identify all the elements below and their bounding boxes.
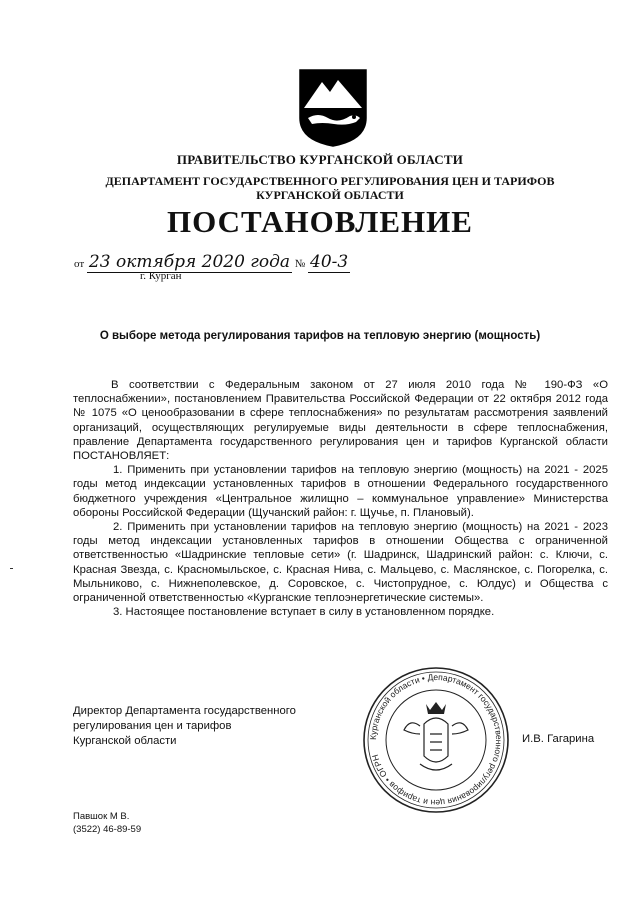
official-seal-icon xyxy=(360,664,512,816)
date-line xyxy=(74,252,350,272)
date-prefix: от xyxy=(74,258,85,270)
svg-text:Курганской области • Департаме xyxy=(368,672,504,808)
document-number: 40-3 xyxy=(310,252,349,272)
department-name xyxy=(60,174,600,202)
document-body xyxy=(73,378,608,619)
position-line-3: Курганской области xyxy=(73,735,177,747)
signatory-name: И.В. Гагарина xyxy=(522,733,595,745)
signatory-position xyxy=(73,704,296,749)
executor-info xyxy=(73,810,141,836)
position-line-2: регулирования цен и тарифов xyxy=(73,720,232,732)
resolution-item: 2. Применить при установлении тарифов на тепловую энергию (мощность) на 2021 - 2023 годы метод индексации установленных тарифов в отношении Общества с ограниченной ответственностью «Шадринские тепловые сети» (г. Шадринск, Шадринский район: с. Ключи, с. Красная Звезда, с. Красномыльское, с. Красная Нива, с. Мальцево, с. Маслянское, с. Погорелка, с. Мыльниково, с. Нижнеполевское, д. Соровское, с. Чистопрудное, с. Юлдус) и Общества с ограниченной ответственностью «Курганские теплоэнергетические системы». xyxy=(73,521,608,605)
position-line-1: Директор Департамента государственного xyxy=(73,705,296,717)
executor-phone: (3522) 46-89-59 xyxy=(73,824,142,835)
coat-of-arms-icon xyxy=(298,68,368,148)
document-date: 23 октября 2020 года xyxy=(88,252,291,272)
document-subject: О выборе метода регулирования тарифов на тепловую энергию (мощность) xyxy=(99,330,541,342)
department-line-1: ДЕПАРТАМЕНТ ГОСУДАРСТВЕННОГО РЕГУЛИРОВАНИЯ ЦЕН И ТАРИФОВ xyxy=(105,174,555,188)
preamble-paragraph: В соответствии с Федеральным законом от 27 июля 2010 года № 190-ФЗ «О теплоснабжении», постановлением Правительства Российской Федерации от 22 октября 2012 года № 1075 «О ценообразовании в сфере теплоснабжения» по результатам рассмотрения заявлений организаций, осуществляющих регулируемые виды деятельности в сфере теплоснабжения, правление Департамента государственного регулирования цен и тарифов Курганской области ПОСТАНОВЛЯЕТ: xyxy=(73,379,608,463)
margin-mark xyxy=(10,568,13,569)
executor-name: Павшок М В. xyxy=(73,811,130,822)
government-name: ПРАВИТЕЛЬСТВО КУРГАНСКОЙ ОБЛАСТИ xyxy=(176,152,464,167)
document-type-title: ПОСТАНОВЛЕНИЕ xyxy=(167,204,473,239)
resolution-item: 3. Настоящее постановление вступает в силу в установленном порядке. xyxy=(113,606,495,619)
resolution-item: 1. Применить при установлении тарифов на тепловую энергию (мощность) на 2021 - 2025 годы метод индексации установленных тарифов в отношении Федерального государственного бюджетного учреждения «Центральное жилищно – коммунальное управление» Министерства обороны Российской Федерации (Щучанский район: г. Щучье, п. Плановый). xyxy=(73,464,608,519)
department-line-2: КУРГАНСКОЙ ОБЛАСТИ xyxy=(256,188,404,202)
city-name: г. Курган xyxy=(140,270,182,282)
seal-text: Курганской области • Департамент государственного регулирования цен и тарифов • ОГРН xyxy=(367,671,505,809)
number-prefix: № xyxy=(294,258,306,270)
